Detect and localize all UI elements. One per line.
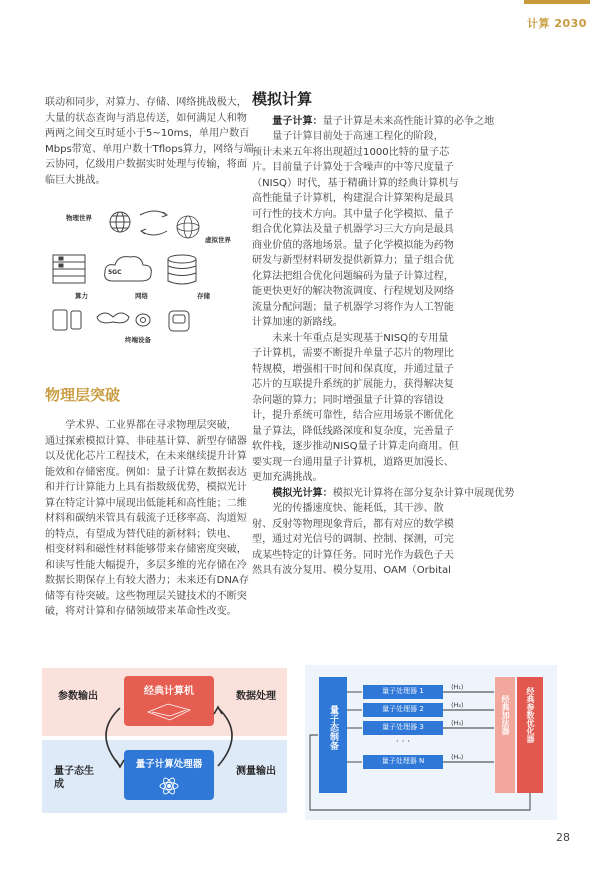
intro-line: 两两之间交互时延小于5~10ms，单用户数百 bbox=[45, 128, 250, 139]
para-line: 研发与新型材料研发提供新算力；量子组合优 bbox=[252, 255, 454, 266]
wireframe-globe-icon bbox=[177, 216, 199, 238]
storage-label: 存储 bbox=[197, 292, 210, 300]
para-line: 光的传播速度快、能耗低，其干涉、散 bbox=[272, 503, 444, 514]
body-line: 通过探索模拟计算、非硅基计算、新型存储器 bbox=[45, 435, 247, 447]
devices-icon bbox=[53, 310, 189, 331]
para-line: 可行性的技术方向。其中量子化学模拟、量子 bbox=[252, 208, 454, 220]
para-line: 未来十年重点是实现基于NISQ的专用量 bbox=[272, 332, 449, 344]
para-line: 射、反射等物理现象背后，都有对应的数学模 bbox=[252, 518, 454, 530]
terminal-label: 终端设备 bbox=[125, 336, 151, 344]
server-icon bbox=[53, 255, 85, 283]
network-label: 网络 bbox=[135, 292, 148, 300]
body-line: 和读写性能大幅提升，多层多维的光存储在冷 bbox=[45, 559, 247, 571]
para-line: 成某些特定的计算任务。同时光作为载色子天 bbox=[252, 549, 454, 561]
body-line: 学术界、工业界都在寻求物理层突破， bbox=[65, 420, 237, 431]
para-line: 特规模，增强相干时间和保真度，并通过量子 bbox=[252, 363, 454, 375]
intro-line: 联动和同步，对算力、存储、网络挑战极大， bbox=[45, 97, 247, 108]
para-line: 型，通过对光信号的调制、控制、探测，可完 bbox=[252, 534, 454, 545]
para-line: 更加充满挑战。 bbox=[252, 472, 323, 483]
body-line: 算在特定计算中展现出低能耗和高性能；二维 bbox=[45, 497, 247, 509]
optimizer-label: 经典参数优化器 bbox=[526, 687, 535, 743]
param-output-label: 参数输出 bbox=[58, 691, 98, 702]
para-line: 流量分配问题；量子机器学习将作为人工智能 bbox=[252, 301, 454, 313]
para-line: 子计算机，需要不断提升单量子芯片的物理比 bbox=[252, 348, 454, 359]
body-line: 相变材料和磁性材料能够带来存储密度突破， bbox=[45, 544, 247, 555]
processor-label-2: 量子处理器 2 bbox=[382, 705, 424, 713]
opt-label: 模拟光计算： bbox=[272, 487, 333, 499]
body-line: 的特点，有望成为替代硅的新材料；铁电、 bbox=[45, 528, 237, 540]
para-line: 软件栈，逐步推动NISQ量子计算走向商用。但 bbox=[252, 441, 459, 452]
intro-line: 临巨大挑战。 bbox=[45, 174, 106, 186]
para-line: 计，提升系统可靠性，结合应用场景不断优化 bbox=[252, 410, 454, 421]
h-label-2: ⟨H₂⟩ bbox=[451, 701, 464, 709]
para-line: 商业价值的落地场景。量子化学模拟能为药物 bbox=[252, 239, 454, 251]
h-label-3: ⟨H₃⟩ bbox=[451, 719, 464, 727]
para-line: 预计未来五年将出现超过1000比特的量子芯 bbox=[252, 146, 450, 158]
para-line: 化算法把组合优化问题编码为量子计算过程， bbox=[252, 270, 454, 282]
para-line: 能更快更好的解决物流调度、行程规划及网络 bbox=[252, 286, 454, 297]
left-intro bbox=[45, 95, 271, 188]
processor-label-1: 量子处理器 1 bbox=[382, 687, 424, 695]
hybrid-figure bbox=[42, 668, 287, 813]
intro-line: 云协同，亿级用户数据实时处理与传输，将面 bbox=[45, 159, 247, 170]
para-line: 组合优化算法及量子机器学习三大方向是最具 bbox=[252, 224, 454, 235]
globe-icon bbox=[110, 212, 130, 232]
arch-figure bbox=[305, 665, 557, 820]
classical-computer-label: 经典计算机 bbox=[144, 686, 194, 697]
data-process-label: 数据处理 bbox=[236, 691, 276, 702]
world-figure-drawing bbox=[45, 205, 271, 345]
qc-label: 量子计算： bbox=[272, 115, 323, 127]
intro-line: Mbps带宽、单用户数十Tflops算力，网络与端 bbox=[45, 143, 254, 155]
opt-intro: 模拟光计算将在部分复杂计算中展现优势 bbox=[332, 487, 515, 499]
h-label-n: ⟨Hₙ⟩ bbox=[451, 753, 464, 761]
body-line: 和并行计算能力上具有指数级优势，模拟光计 bbox=[45, 482, 247, 493]
section-tag-text: 计算 2030 bbox=[527, 17, 587, 30]
para-line: （NISQ）时代，基于精确计算的经典计算机与 bbox=[252, 177, 459, 189]
processor-label-3: 量子处理器 3 bbox=[382, 723, 424, 731]
para-line: 要实现一台通用量子计算机，道路更加漫长、 bbox=[252, 456, 454, 468]
tag-line bbox=[524, 0, 590, 4]
world-figure bbox=[45, 205, 271, 345]
right-column bbox=[252, 92, 553, 579]
body-line: 数据长期保存上有较大潜力；未来还有DNA存 bbox=[45, 575, 249, 586]
body-line: 破，将对计算和存储领域带来革命性改变。 bbox=[45, 606, 237, 617]
state-prep-label: 量子态制备 bbox=[328, 705, 338, 750]
para-line: 芯片的互联提升系统的扩展能力，获得解决复 bbox=[252, 379, 454, 390]
body-line: 以及优化芯片工程技术，在未来继续提升计算 bbox=[45, 451, 247, 462]
database-icon bbox=[168, 255, 196, 284]
processor-dots: · · · bbox=[395, 737, 411, 747]
body-line: 能效和存储密度。例如：量子计算在数据表达 bbox=[45, 466, 247, 478]
body-line: 材料和碳纳米管具有载流子迁移率高、沟道短 bbox=[45, 513, 247, 524]
para-line: 然具有波分复用、模分复用、OAM（Orbital bbox=[252, 565, 451, 576]
qc-intro: 量子计算是未来高性能计算的必争之地 bbox=[322, 115, 495, 127]
section-heading: 物理层突破 bbox=[45, 386, 121, 404]
section-tag bbox=[524, 0, 590, 40]
measure-output-label: 测量输出 bbox=[236, 766, 276, 777]
para-line: 高性能量子计算机，构建混合计算架构是最具 bbox=[252, 193, 454, 204]
para-line: 量子算法，降低线路深度和复杂度，完善量子 bbox=[252, 425, 454, 437]
exchange-arrows-icon bbox=[140, 211, 167, 235]
left-section-body bbox=[45, 418, 271, 620]
h-label-1: ⟨H₁⟩ bbox=[451, 683, 464, 691]
para-line: 量子计算目前处于高速工程化的阶段， bbox=[272, 131, 444, 142]
para-line: 片。目前量子计算处于含噪声的中等尺度量子 bbox=[252, 162, 454, 173]
physical-world-label: 物理世界 bbox=[66, 214, 92, 222]
intro-line: 大量的状态查询与消息传送，如何满足人和物 bbox=[45, 112, 247, 124]
state-gen-label: 量子态生成 bbox=[54, 766, 94, 790]
para-line: 计算加速的新路线。 bbox=[252, 317, 343, 328]
adder-label: 经典加法器 bbox=[501, 695, 510, 735]
virtual-world-label: 虚拟世界 bbox=[205, 236, 231, 244]
quantum-processor-label: 量子计算处理器 bbox=[135, 759, 203, 770]
fivegc-label: 5GC bbox=[108, 269, 122, 276]
para-line: 杂问题的算力；同时增强量子计算的容错设 bbox=[252, 394, 444, 406]
page-number: 28 bbox=[556, 831, 570, 844]
compute-label: 算力 bbox=[75, 292, 88, 300]
body-line: 储等有待突破。这些物理层关键技术的不断突 bbox=[45, 590, 247, 602]
processor-label-n: 量子处理器 N bbox=[381, 757, 425, 765]
right-title: 模拟计算 bbox=[252, 90, 313, 108]
